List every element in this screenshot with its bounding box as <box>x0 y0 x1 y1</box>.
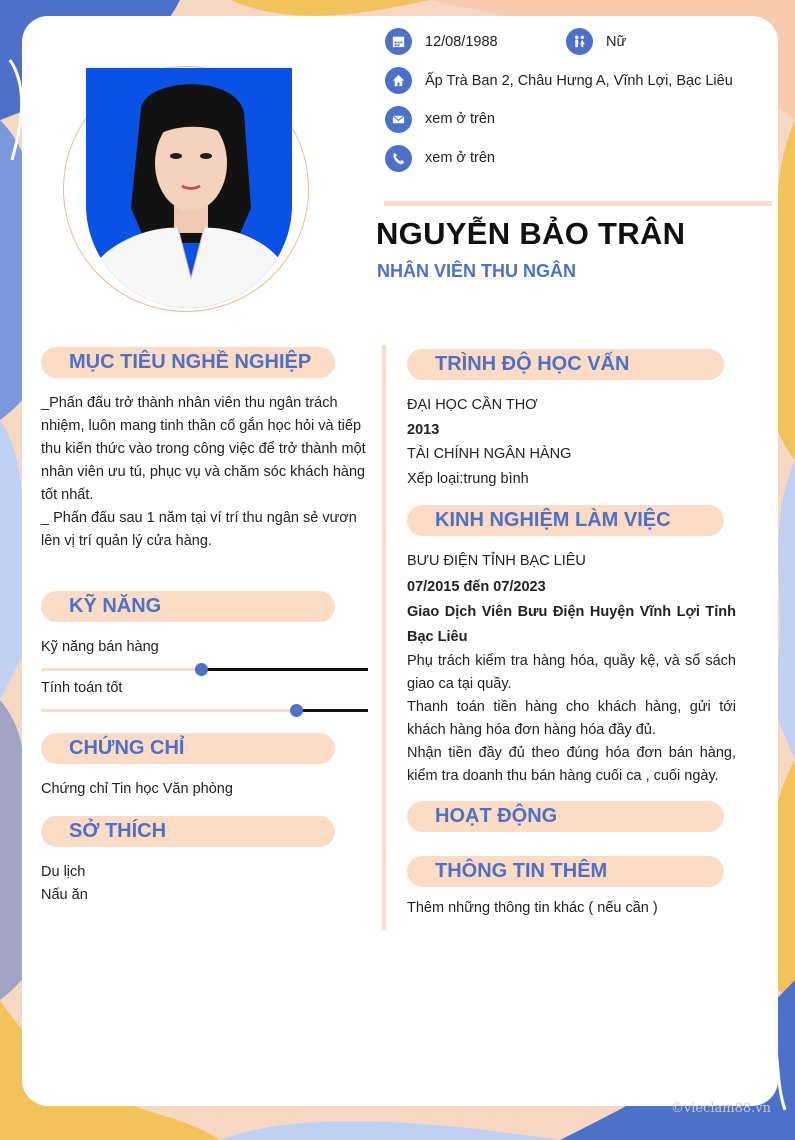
gender-text: Nữ <box>606 34 627 50</box>
skill-level-bar <box>41 709 368 712</box>
skill-level-bar <box>41 668 368 671</box>
company-name: BƯU ĐIỆN TỈNH BẠC LIÊU <box>407 553 586 569</box>
objective-section <box>41 392 371 553</box>
skill-level-knob <box>195 663 208 676</box>
grade: Xếp loại:trung bình <box>407 470 529 487</box>
skill-level-remaining <box>296 709 368 712</box>
person-name: NGUYỄN BẢO TRÂN <box>376 216 686 251</box>
job-title: NHÂN VIÊN THU NGÂN <box>377 261 577 281</box>
additional-info-heading: THÔNG TIN THÊM <box>407 856 724 887</box>
watermark: ©vieclam88.vn <box>670 1101 771 1116</box>
email-icon <box>385 106 412 133</box>
hobby-item: Du lịch <box>41 864 86 880</box>
column-divider <box>382 345 386 930</box>
work-period: 07/2015 đến 07/2023 <box>407 579 546 595</box>
email-text: xem ở trên <box>425 111 495 127</box>
job-duty: Nhận tiền đầy đủ theo đúng hóa đơn bán hàng, kiểm tra doanh thu bán hàng cuối ca , cuối ngày. <box>407 745 736 784</box>
objective-heading: MỤC TIÊU NGHỀ NGHIỆP <box>41 347 335 378</box>
skill-label: Tính toán tốt <box>41 680 123 696</box>
birthday-text: 12/08/1988 <box>425 34 498 50</box>
hobbies-list <box>41 861 88 907</box>
gender-icon <box>566 28 593 55</box>
experience-section <box>407 548 736 788</box>
activities-heading: HOẠT ĐỘNG <box>407 801 724 832</box>
header-divider <box>384 201 772 206</box>
graduation-year: 2013 <box>407 421 440 438</box>
objective-paragraph-1: _Phấn đấu trở thành nhân viên thu ngân trách nhiệm, luôn mang tinh thần cố gắn học hỏi và tiếp thu kiến thức vào trong công việc để trở thành một nhân viên ưu tú, phục vụ và chăm sóc khách hàng tốt nhất. <box>41 395 366 503</box>
avatar <box>86 68 292 308</box>
home-icon <box>385 67 412 94</box>
calendar-icon <box>385 28 412 55</box>
phone-text: xem ở trên <box>425 150 495 166</box>
skill-level-knob <box>290 704 303 717</box>
experience-heading: KINH NGHIỆM LÀM VIỆC <box>407 505 724 536</box>
objective-paragraph-2: _ Phấn đấu sau 1 năm tại ví trí thu ngân sẻ vươn lên vị trí quản lý cửa hàng. <box>41 510 357 549</box>
education-section <box>407 393 737 491</box>
additional-info-text: Thêm những thông tin khác ( nếu cần ) <box>407 900 658 916</box>
address-text: Ấp Trà Ban 2, Châu Hưng A, Vĩnh Lợi, Bạc Liêu <box>425 73 733 89</box>
certificates-heading: CHỨNG CHỈ <box>41 733 335 764</box>
job-duty: Thanh toán tiền hàng cho khách hàng, gửi tới khách hàng hóa đơn hàng hóa đầy đủ. <box>407 699 736 738</box>
skills-heading: KỸ NĂNG <box>41 591 335 622</box>
school-name: ĐẠI HỌC CẦN THƠ <box>407 397 538 413</box>
hobby-item: Nấu ăn <box>41 887 88 903</box>
skill-level-remaining <box>201 668 368 671</box>
certificate-item: Chứng chỉ Tin học Văn phòng <box>41 781 233 797</box>
job-position: Giao Dịch Viên Bưu Điện Huyện Vĩnh Lợi Tỉnh Bạc Liêu <box>407 604 736 645</box>
phone-icon <box>385 145 412 172</box>
job-duty: Phụ trách kiểm tra hàng hóa, quầy kệ, và sổ sách giao ca tại quầy. <box>407 653 736 692</box>
skill-label: Kỹ năng bán hàng <box>41 639 159 655</box>
major: TÀI CHÍNH NGÂN HÀNG <box>407 446 572 462</box>
education-heading: TRÌNH ĐỘ HỌC VẤN <box>407 349 724 380</box>
hobbies-heading: SỞ THÍCH <box>41 816 335 847</box>
